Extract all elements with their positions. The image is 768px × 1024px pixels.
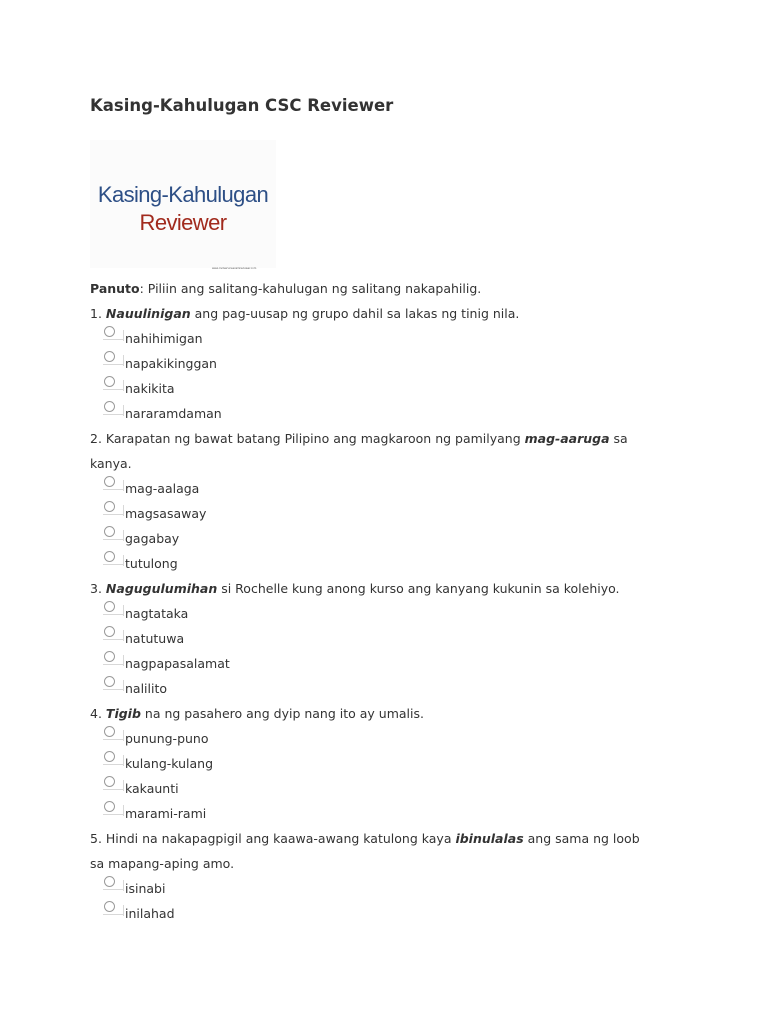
question-5 [90, 826, 680, 926]
question-4 [90, 701, 680, 826]
answer-option[interactable] [90, 476, 680, 501]
answer-option-label: inilahad [125, 906, 175, 921]
question-text [90, 576, 680, 601]
radio-button[interactable] [104, 401, 115, 412]
radio-frame-side [123, 555, 124, 566]
question-text-before: Karapatan ng bawat batang Pilipino ang magkaroon ng pamilyang [101, 431, 525, 446]
instruction-label: Panuto [90, 281, 140, 296]
radio-button[interactable] [104, 676, 115, 687]
question-keyword: Nagugulumihan [105, 581, 218, 596]
question-keyword: ibinulalas [455, 831, 524, 846]
answer-option-label: kakaunti [125, 781, 179, 796]
answer-option-label: nalilito [125, 681, 168, 696]
radio-frame-bottom [103, 614, 124, 617]
answer-option-label: nararamdaman [125, 406, 222, 421]
radio-frame-side [123, 880, 124, 891]
radio-frame-bottom [103, 814, 124, 817]
answer-option[interactable] [90, 876, 680, 901]
radio-frame-bottom [103, 789, 124, 792]
radio-button[interactable] [104, 726, 115, 737]
question-text-after: sa [609, 431, 628, 446]
radio-button[interactable] [104, 751, 115, 762]
question-2 [90, 426, 680, 576]
radio-frame-side [123, 755, 124, 766]
radio-frame-side [123, 330, 124, 341]
question-text-after: si Rochelle kung anong kurso ang kanyang kukunin sa kolehiyo. [217, 581, 620, 596]
radio-frame-bottom [103, 564, 124, 567]
instruction [90, 276, 680, 301]
radio-button[interactable] [104, 476, 115, 487]
answer-option[interactable] [90, 601, 680, 626]
radio-frame-side [123, 605, 124, 616]
quiz-content [90, 276, 680, 926]
answer-option[interactable] [90, 776, 680, 801]
radio-frame-bottom [103, 414, 124, 417]
answer-option-label: tutulong [125, 556, 178, 571]
answer-option-label: natutuwa [125, 631, 185, 646]
question-1 [90, 301, 680, 426]
radio-frame-bottom [103, 639, 124, 642]
question-text-continuation: sa mapang-aping amo. [90, 856, 235, 871]
radio-frame-bottom [103, 489, 124, 492]
answer-option-label: nagtataka [125, 606, 189, 621]
radio-button[interactable] [104, 626, 115, 637]
radio-frame-side [123, 780, 124, 791]
question-keyword: mag-aaruga [524, 431, 610, 446]
banner-caption: www.civilserviceexamreviewer.com [212, 267, 257, 270]
radio-frame-bottom [103, 339, 124, 342]
reviewer-banner-image [90, 140, 276, 268]
question-keyword: Tigib [105, 706, 141, 721]
radio-button[interactable] [104, 776, 115, 787]
radio-button[interactable] [104, 801, 115, 812]
question-keyword: Nauulinigan [105, 306, 191, 321]
radio-button[interactable] [104, 551, 115, 562]
answer-option-label: isinabi [125, 881, 166, 896]
answer-option[interactable] [90, 501, 680, 526]
radio-frame-bottom [103, 764, 124, 767]
question-text-after: ang sama ng loob [523, 831, 640, 846]
answer-option[interactable] [90, 676, 680, 701]
question-text [90, 701, 680, 726]
radio-button[interactable] [104, 376, 115, 387]
answer-option[interactable] [90, 751, 680, 776]
radio-button[interactable] [104, 326, 115, 337]
answer-option[interactable] [90, 626, 680, 651]
radio-frame-bottom [103, 689, 124, 692]
radio-frame-bottom [103, 664, 124, 667]
answer-option[interactable] [90, 351, 680, 376]
question-number: 4. [90, 706, 102, 721]
question-list [90, 301, 680, 926]
radio-frame-side [123, 905, 124, 916]
radio-frame-side [123, 805, 124, 816]
radio-button[interactable] [104, 876, 115, 887]
radio-frame-side [123, 480, 124, 491]
question-text [90, 301, 680, 326]
radio-frame-side [123, 405, 124, 416]
radio-frame-side [123, 680, 124, 691]
radio-frame-bottom [103, 889, 124, 892]
question-text-before: Hindi na nakapagpigil ang kaawa-awang katulong kaya [101, 831, 456, 846]
question-number: 2. [90, 431, 102, 446]
banner-subtitle-line: Reviewer [139, 210, 227, 235]
radio-frame-bottom [103, 514, 124, 517]
question-text [90, 826, 680, 851]
answer-option-label: marami-rami [125, 806, 207, 821]
page-title: Kasing-Kahulugan CSC Reviewer [90, 96, 394, 115]
question-text-after: ang pag-uusap ng grupo dahil sa lakas ng tinig nila. [190, 306, 520, 321]
radio-button[interactable] [104, 651, 115, 662]
answer-option-label: magsasaway [125, 506, 207, 521]
banner-title-line: Kasing-Kahulugan [97, 182, 269, 207]
question-text [90, 426, 680, 451]
question-text-continuation: kanya. [90, 456, 132, 471]
question-text-after: na ng pasahero ang dyip nang ito ay umalis. [140, 706, 424, 721]
question-number: 3. [90, 581, 102, 596]
answer-option-label: gagabay [125, 531, 180, 546]
radio-button[interactable] [104, 526, 115, 537]
radio-frame-side [123, 630, 124, 641]
radio-frame-side [123, 380, 124, 391]
answer-option[interactable] [90, 901, 680, 926]
answer-option[interactable] [90, 526, 680, 551]
radio-frame-side [123, 530, 124, 541]
radio-button[interactable] [104, 501, 115, 512]
answer-option-label: nahihimigan [125, 331, 203, 346]
answer-option[interactable] [90, 726, 680, 751]
radio-frame-side [123, 505, 124, 516]
answer-option[interactable] [90, 651, 680, 676]
answer-option-label: napakikinggan [125, 356, 217, 371]
answer-option[interactable] [90, 376, 680, 401]
radio-frame-bottom [103, 914, 124, 917]
answer-option-label: nakikita [125, 381, 175, 396]
answer-option[interactable] [90, 801, 680, 826]
radio-frame-bottom [103, 364, 124, 367]
radio-frame-bottom [103, 739, 124, 742]
radio-button[interactable] [104, 901, 115, 912]
answer-option[interactable] [90, 326, 680, 351]
radio-frame-bottom [103, 539, 124, 542]
answer-option-label: mag-aalaga [125, 481, 200, 496]
answer-option[interactable] [90, 401, 680, 426]
question-number: 1. [90, 306, 102, 321]
radio-button[interactable] [104, 351, 115, 362]
radio-frame-side [123, 355, 124, 366]
answer-option-label: punung-puno [125, 731, 209, 746]
radio-frame-side [123, 730, 124, 741]
radio-button[interactable] [104, 601, 115, 612]
question-number: 5. [90, 831, 102, 846]
question-3 [90, 576, 680, 701]
answer-option[interactable] [90, 551, 680, 576]
instruction-text: : Piliin ang salitang-kahulugan ng salitang nakapahilig. [139, 281, 482, 296]
answer-option-label: kulang-kulang [125, 756, 214, 771]
radio-frame-side [123, 655, 124, 666]
radio-frame-bottom [103, 389, 124, 392]
answer-option-label: nagpapasalamat [125, 656, 230, 671]
